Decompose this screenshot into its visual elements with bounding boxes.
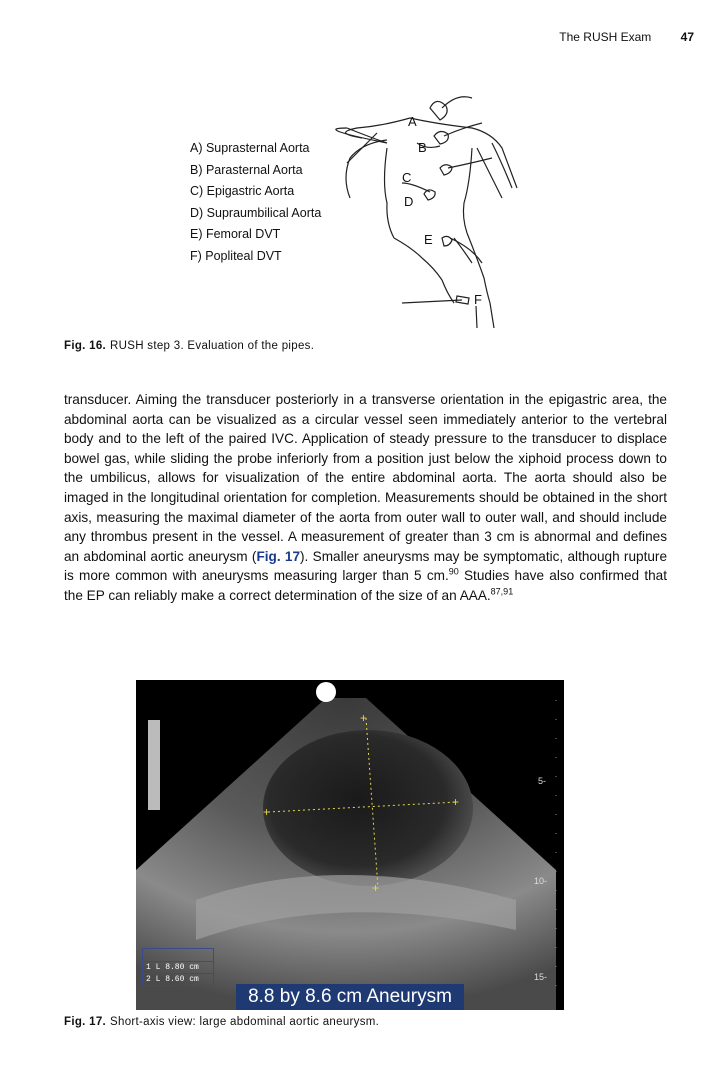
citation-ref[interactable]: 90 xyxy=(448,566,459,577)
fig17-caption-text: Short-axis view: large abdominal aortic aneurysm. xyxy=(110,1016,380,1028)
depth-tick-15: 15- xyxy=(534,972,548,982)
diagram-letter-f: F xyxy=(474,292,482,307)
diagram-letter-a: A xyxy=(408,114,417,129)
fig17-link[interactable]: Fig. 17 xyxy=(256,548,301,564)
page-number: 47 xyxy=(680,30,694,44)
fig17-caption xyxy=(64,1016,379,1028)
citation-ref[interactable]: 87,91 xyxy=(490,586,514,597)
body-text-part: transducer. Aiming the transducer posteriorly in a transverse orientation in the epigastric area, the abdominal aorta can be visualized as a circular vessel seen immediately anterior to the vertebral body and to the left of the paired IVC. Application of steady pressure to the transducer to displace bowel gas, while sliding the probe inferiorly from a position just below the xiphoid process down to the umbilicus, allows for visualization of the entire abdominal aorta. The aorta should also be imaged in the longitudinal orientation for completion. Measurements should be obtained in the short axis, measuring the maximal diameter of the aorta from outer wall to outer wall, and should include any thrombus present in the vessel. A measurement of greater than 3 cm is abnormal and defines an abdominal aortic aneurysm ( xyxy=(64,392,667,564)
fig16-legend-list xyxy=(190,138,321,267)
legend-item: C) Epigastric Aorta xyxy=(190,184,295,198)
diagram-letter-e: E xyxy=(424,232,433,247)
fig16-caption-label: Fig. 16. xyxy=(64,340,107,352)
svg-text:+: + xyxy=(452,795,460,809)
legend-item: F) Popliteal DVT xyxy=(190,248,282,263)
fig16-caption xyxy=(64,340,314,352)
fig16-caption-text: RUSH step 3. Evaluation of the pipes. xyxy=(110,340,315,352)
running-title: The RUSH Exam xyxy=(559,30,652,44)
depth-tick-5: 5- xyxy=(538,776,547,786)
measurement-readout xyxy=(142,948,214,986)
measurement-1: 1 L 8.80 cm xyxy=(143,961,213,973)
diagram-letter-c: C xyxy=(402,170,412,185)
body-text-part: ). Smaller aneurysms may be symptomatic, although rupture is more common with aneurysms measuring larger than 5 cm. xyxy=(64,548,668,584)
svg-text:+: + xyxy=(372,881,380,895)
legend-item: E) Femoral DVT xyxy=(190,227,281,241)
depth-tick-10: 10- xyxy=(534,876,548,886)
legend-item: D) Supraumbilical Aorta xyxy=(190,205,322,220)
measurement-2: 2 L 8.60 cm xyxy=(143,973,213,985)
running-head xyxy=(559,30,694,44)
diagram-letter-d: D xyxy=(404,194,414,209)
legend-item: A) Suprasternal Aorta xyxy=(190,141,310,155)
body-paragraph xyxy=(64,390,667,606)
svg-text:+: + xyxy=(263,805,271,819)
diagram-letter-b: B xyxy=(418,140,427,155)
svg-text:+: + xyxy=(360,711,368,725)
fig17-caption-label: Fig. 17. xyxy=(64,1016,107,1028)
body-text-part: Studies have also confirmed that the EP can reliably make a correct determination of the size of an AAA. xyxy=(64,568,668,603)
fig17-ultrasound-image xyxy=(136,680,564,1010)
readout-header xyxy=(143,949,213,961)
aneurysm-size-label: 8.8 by 8.6 cm Aneurysm xyxy=(236,984,464,1010)
legend-item: B) Parasternal Aorta xyxy=(190,162,303,177)
